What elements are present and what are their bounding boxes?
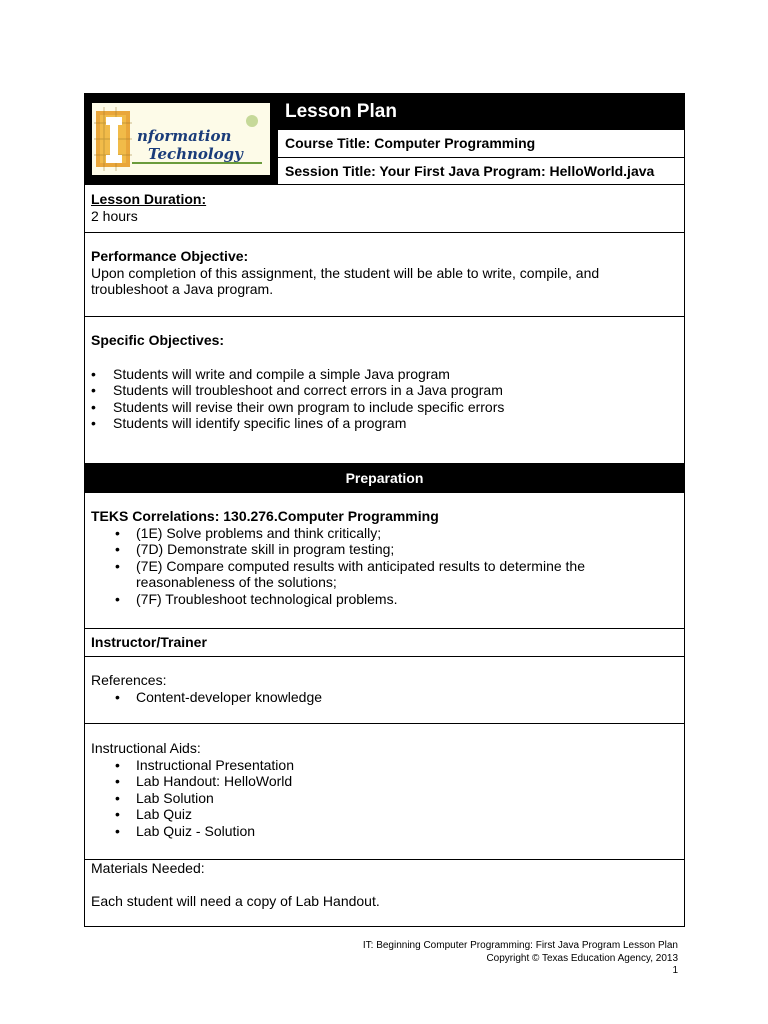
list-item: • (7F) Troubleshoot technological problems. xyxy=(91,591,588,608)
instructional-aids-row xyxy=(85,724,684,860)
specific-objectives-row xyxy=(85,317,684,464)
list-item: • Content-developer knowledge xyxy=(91,689,678,706)
list-item: • (1E) Solve problems and think critically; xyxy=(91,525,588,542)
references-list xyxy=(91,689,678,706)
lesson-title: Lesson Plan xyxy=(278,94,684,129)
list-item: • Students will revise their own program to include specific errors xyxy=(91,399,678,416)
list-item: • (7E) Compare computed results with anticipated results to determine the reasonableness of the solutions; xyxy=(91,558,588,591)
list-item: • Lab Handout: HelloWorld xyxy=(91,773,678,790)
performance-label: Performance Objective: xyxy=(91,248,249,264)
session-title: Session Title: Your First Java Program: HelloWorld.java xyxy=(285,162,655,179)
page-footer xyxy=(363,940,678,978)
list-item: • Students will identify specific lines of a program xyxy=(91,415,678,432)
performance-row xyxy=(85,233,684,317)
references-row xyxy=(85,657,684,724)
title-column xyxy=(278,94,684,184)
list-item: • Students will write and compile a simple Java program xyxy=(91,366,678,383)
course-title: Course Title: Computer Programming xyxy=(278,129,684,158)
information-technology-logo xyxy=(92,103,270,175)
logo-text-line2: Technology xyxy=(148,145,243,163)
specific-label: Specific Objectives: xyxy=(91,332,225,348)
page-number: 1 xyxy=(672,965,678,976)
aids-list xyxy=(91,757,678,840)
teks-label: TEKS Correlations: 130.276.Computer Programming xyxy=(91,508,439,524)
instructor-row: Instructor/Trainer xyxy=(85,629,684,657)
logo-cell xyxy=(85,94,278,184)
list-item: • Instructional Presentation xyxy=(91,757,678,774)
lesson-plan-table xyxy=(84,93,685,927)
duration-value: 2 hours xyxy=(91,207,138,224)
list-item: • (7D) Demonstrate skill in program testing; xyxy=(91,541,588,558)
teks-row xyxy=(85,493,684,629)
references-label: References: xyxy=(91,672,167,688)
aids-label: Instructional Aids: xyxy=(91,740,201,756)
duration-label: Lesson Duration: xyxy=(91,191,207,207)
list-item: • Lab Quiz xyxy=(91,806,678,823)
list-item: • Lab Quiz - Solution xyxy=(91,823,678,840)
performance-text: Upon completion of this assignment, the student will be able to write, compile, and troubleshoot a Java program. xyxy=(91,264,600,297)
logo-text-line1: nformation xyxy=(137,127,232,145)
specific-list xyxy=(91,366,678,432)
duration-row xyxy=(85,185,684,233)
header-row xyxy=(85,94,684,185)
teks-list xyxy=(91,525,678,608)
footer-line1: IT: Beginning Computer Programming: First Java Program Lesson Plan xyxy=(362,940,678,951)
list-item: • Lab Solution xyxy=(91,790,678,807)
materials-text: Each student will need a copy of Lab Handout. xyxy=(91,892,380,909)
list-item: • Students will troubleshoot and correct errors in a Java program xyxy=(91,382,678,399)
materials-row xyxy=(85,860,684,926)
materials-label: Materials Needed: xyxy=(91,860,205,876)
preparation-bar: Preparation xyxy=(85,464,684,493)
footer-line2: Copyright © Texas Education Agency, 2013 xyxy=(486,952,678,964)
